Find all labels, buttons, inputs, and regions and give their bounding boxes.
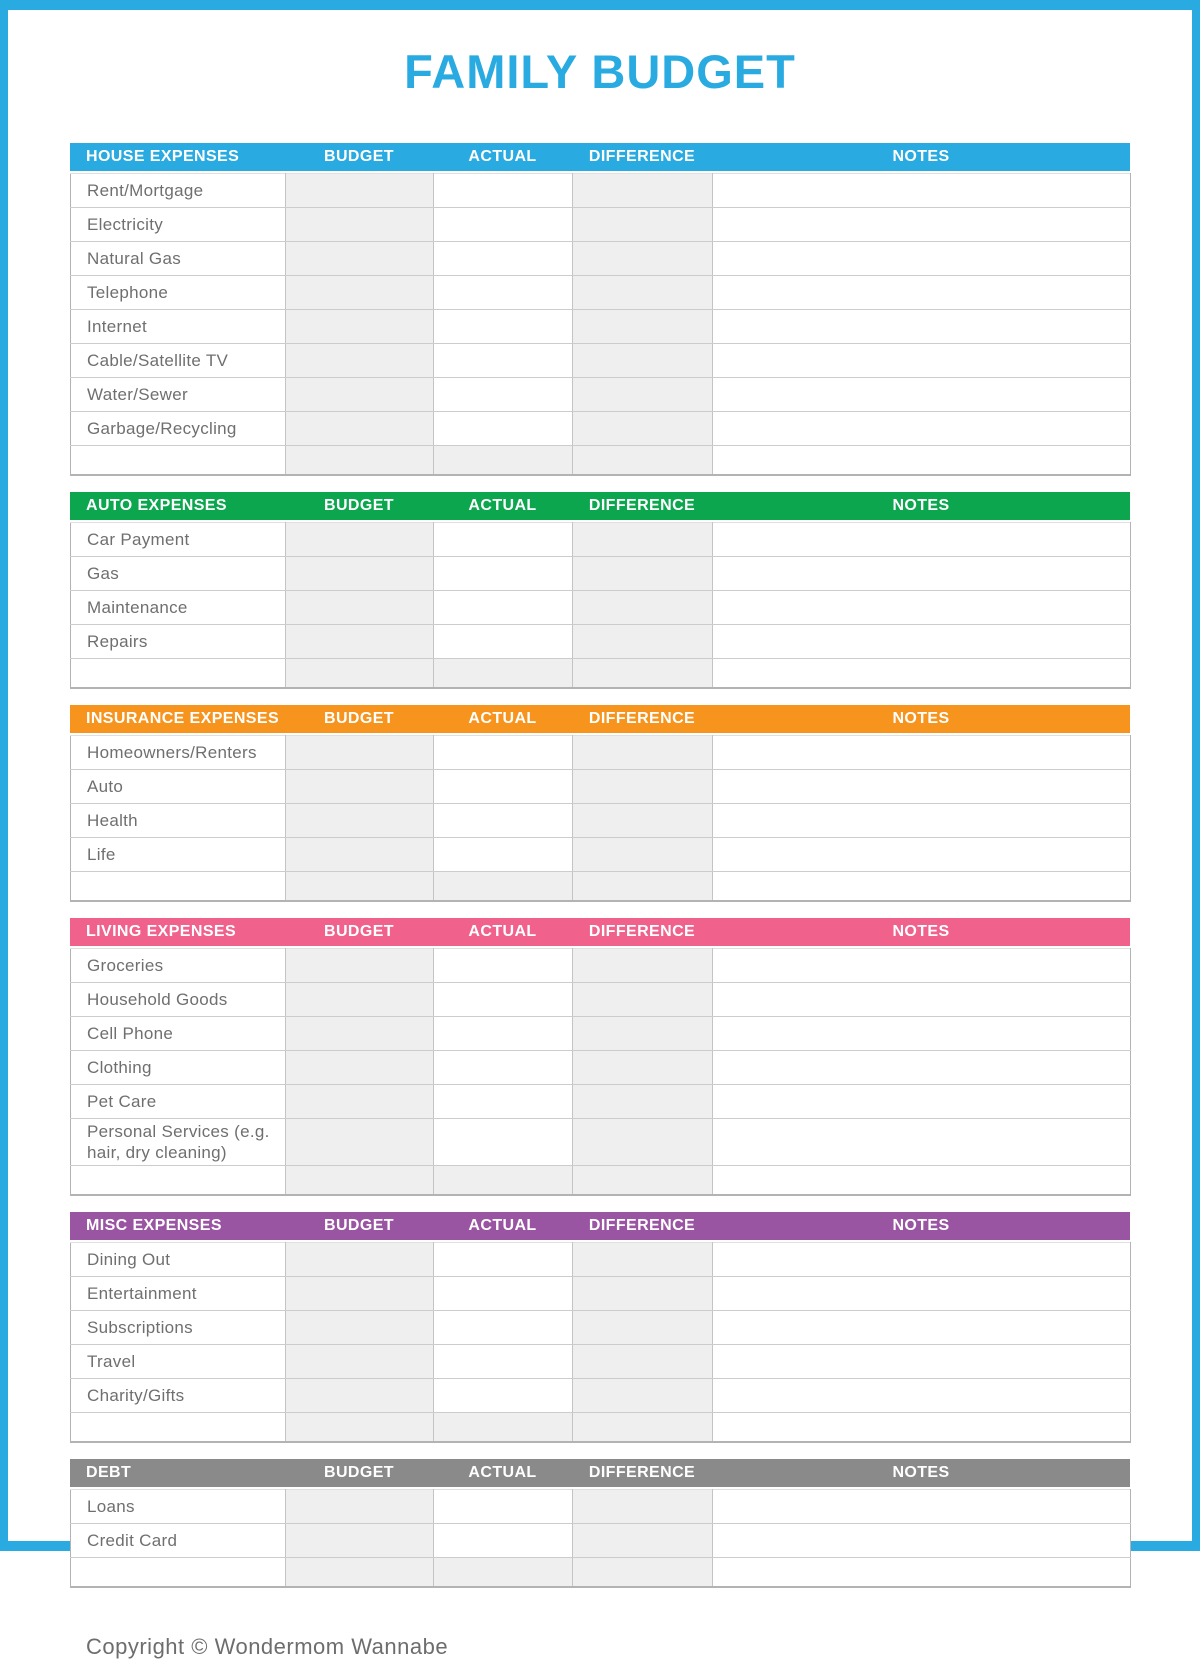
budget-section (70, 492, 1130, 689)
expense-row (71, 208, 1131, 242)
actual-cell (434, 276, 573, 310)
notes-cell (713, 1166, 1131, 1196)
expense-label-cell: Garbage/Recycling (71, 412, 286, 446)
difference-cell (573, 1345, 713, 1379)
budget-cell (286, 1379, 434, 1413)
column-header-actual: ACTUAL (468, 148, 537, 165)
expense-row (71, 1243, 1131, 1277)
notes-cell (713, 242, 1131, 276)
difference-cell (573, 276, 713, 310)
notes-cell (713, 591, 1131, 625)
notes-cell (713, 1277, 1131, 1311)
difference-cell (573, 591, 713, 625)
difference-cell (573, 174, 713, 208)
expense-label-cell (71, 1558, 286, 1588)
budget-cell (286, 174, 434, 208)
expense-row (71, 446, 1131, 476)
expense-row (71, 1017, 1131, 1051)
section-header (70, 918, 1130, 946)
notes-cell (713, 1085, 1131, 1119)
section-title: HOUSE EXPENSES (86, 148, 240, 165)
budget-section-table (70, 735, 1131, 902)
section-header (70, 143, 1130, 171)
notes-cell (713, 276, 1131, 310)
budget-cell (286, 1017, 434, 1051)
expense-label-cell: Rent/Mortgage (71, 174, 286, 208)
column-header-budget: BUDGET (324, 148, 394, 165)
actual-cell (434, 1119, 573, 1166)
column-header-difference: DIFFERENCE (588, 1217, 696, 1234)
notes-cell (713, 1345, 1131, 1379)
actual-cell (434, 1166, 573, 1196)
expense-label-cell: Gas (71, 557, 286, 591)
actual-cell (434, 310, 573, 344)
budget-cell (286, 1277, 434, 1311)
budget-cell (286, 1085, 434, 1119)
notes-cell (713, 770, 1131, 804)
budget-cell (286, 625, 434, 659)
actual-cell (434, 1490, 573, 1524)
actual-cell (434, 344, 573, 378)
notes-cell (713, 872, 1131, 902)
budget-section-table (70, 1489, 1131, 1588)
actual-cell (434, 1051, 573, 1085)
notes-cell (713, 1413, 1131, 1443)
budget-sections (70, 143, 1130, 1588)
budget-cell (286, 983, 434, 1017)
difference-cell (573, 310, 713, 344)
expense-label-cell: Cable/Satellite TV (71, 344, 286, 378)
difference-cell (573, 1119, 713, 1166)
actual-cell (434, 949, 573, 983)
budget-section-table (70, 948, 1131, 1196)
difference-cell (573, 344, 713, 378)
expense-row (71, 1166, 1131, 1196)
column-header-budget: BUDGET (324, 710, 394, 727)
budget-cell (286, 310, 434, 344)
budget-cell (286, 523, 434, 557)
notes-cell (713, 208, 1131, 242)
actual-cell (434, 736, 573, 770)
expense-row (71, 412, 1131, 446)
column-header-actual: ACTUAL (468, 1464, 537, 1481)
column-header-difference: DIFFERENCE (588, 497, 696, 514)
actual-cell (434, 770, 573, 804)
notes-cell (713, 983, 1131, 1017)
difference-cell (573, 1243, 713, 1277)
section-header (70, 705, 1130, 733)
expense-row (71, 378, 1131, 412)
expense-label-cell: Homeowners/Renters (71, 736, 286, 770)
difference-cell (573, 1166, 713, 1196)
actual-cell (434, 446, 573, 476)
expense-row (71, 557, 1131, 591)
column-header-notes: NOTES (892, 923, 950, 940)
difference-cell (573, 446, 713, 476)
section-title: LIVING EXPENSES (86, 923, 237, 940)
actual-cell (434, 1379, 573, 1413)
section-title: INSURANCE EXPENSES (86, 710, 280, 727)
expense-label-cell: Car Payment (71, 523, 286, 557)
expense-row (71, 838, 1131, 872)
notes-cell (713, 344, 1131, 378)
budget-cell (286, 378, 434, 412)
expense-label-cell: Natural Gas (71, 242, 286, 276)
difference-cell (573, 412, 713, 446)
budget-cell (286, 804, 434, 838)
copyright-text: Copyright © Wondermom Wannabe (86, 1634, 449, 1659)
budget-cell (286, 412, 434, 446)
actual-cell (434, 983, 573, 1017)
expense-label-cell: Life (71, 838, 286, 872)
budget-section (70, 918, 1130, 1196)
difference-cell (573, 949, 713, 983)
expense-label-cell: Entertainment (71, 1277, 286, 1311)
budget-section (70, 143, 1130, 476)
budget-section (70, 1459, 1130, 1588)
actual-cell (434, 523, 573, 557)
expense-row (71, 1490, 1131, 1524)
budget-cell (286, 1311, 434, 1345)
difference-cell (573, 1085, 713, 1119)
budget-section-table (70, 1242, 1131, 1443)
actual-cell (434, 1243, 573, 1277)
column-header-difference: DIFFERENCE (588, 923, 696, 940)
actual-cell (434, 1017, 573, 1051)
notes-cell (713, 310, 1131, 344)
difference-cell (573, 1558, 713, 1588)
column-header-notes: NOTES (892, 710, 950, 727)
notes-cell (713, 412, 1131, 446)
budget-cell (286, 242, 434, 276)
actual-cell (434, 804, 573, 838)
difference-cell (573, 1524, 713, 1558)
actual-cell (434, 872, 573, 902)
actual-cell (434, 625, 573, 659)
expense-row (71, 1085, 1131, 1119)
section-title: AUTO EXPENSES (86, 497, 227, 514)
actual-cell (434, 1277, 573, 1311)
section-rows (71, 949, 1131, 1196)
difference-cell (573, 1311, 713, 1345)
expense-label-cell: Dining Out (71, 1243, 286, 1277)
difference-cell (573, 557, 713, 591)
notes-cell (713, 1379, 1131, 1413)
difference-cell (573, 838, 713, 872)
column-header-budget: BUDGET (324, 923, 394, 940)
actual-cell (434, 1524, 573, 1558)
difference-cell (573, 208, 713, 242)
section-header (70, 492, 1130, 520)
difference-cell (573, 770, 713, 804)
difference-cell (573, 1379, 713, 1413)
expense-row (71, 174, 1131, 208)
column-header-difference: DIFFERENCE (588, 148, 696, 165)
notes-cell (713, 1311, 1131, 1345)
actual-cell (434, 1085, 573, 1119)
expense-row (71, 1558, 1131, 1588)
column-header-actual: ACTUAL (468, 497, 537, 514)
expense-label-cell: Household Goods (71, 983, 286, 1017)
expense-row (71, 1311, 1131, 1345)
difference-cell (573, 523, 713, 557)
expense-label-cell (71, 1166, 286, 1196)
expense-row (71, 949, 1131, 983)
budget-cell (286, 276, 434, 310)
budget-cell (286, 1490, 434, 1524)
budget-section (70, 705, 1130, 902)
expense-label-cell: Subscriptions (71, 1311, 286, 1345)
budget-section-table (70, 522, 1131, 689)
notes-cell (713, 378, 1131, 412)
actual-cell (434, 659, 573, 689)
difference-cell (573, 804, 713, 838)
notes-cell (713, 804, 1131, 838)
budget-cell (286, 1243, 434, 1277)
expense-label-cell (71, 659, 286, 689)
notes-cell (713, 1558, 1131, 1588)
notes-cell (713, 1119, 1131, 1166)
actual-cell (434, 1345, 573, 1379)
expense-label-cell: Personal Services (e.g. hair, dry cleaning) (71, 1119, 286, 1166)
section-title: MISC EXPENSES (86, 1217, 222, 1234)
expense-row (71, 523, 1131, 557)
expense-label-cell: Maintenance (71, 591, 286, 625)
page-content (8, 46, 1192, 1660)
expense-row (71, 804, 1131, 838)
difference-cell (573, 659, 713, 689)
expense-label-cell: Pet Care (71, 1085, 286, 1119)
budget-cell (286, 446, 434, 476)
expense-label-cell: Charity/Gifts (71, 1379, 286, 1413)
expense-row (71, 310, 1131, 344)
notes-cell (713, 736, 1131, 770)
budget-cell (286, 1051, 434, 1085)
expense-label-cell: Water/Sewer (71, 378, 286, 412)
difference-cell (573, 1413, 713, 1443)
budget-cell (286, 1524, 434, 1558)
budget-cell (286, 1345, 434, 1379)
expense-row (71, 1277, 1131, 1311)
expense-row (71, 1524, 1131, 1558)
column-header-notes: NOTES (892, 497, 950, 514)
column-header-difference: DIFFERENCE (588, 710, 696, 727)
notes-cell (713, 1490, 1131, 1524)
notes-cell (713, 625, 1131, 659)
budget-cell (286, 1413, 434, 1443)
budget-cell (286, 1558, 434, 1588)
column-header-notes: NOTES (892, 148, 950, 165)
notes-cell (713, 838, 1131, 872)
expense-label-cell: Telephone (71, 276, 286, 310)
notes-cell (713, 523, 1131, 557)
notes-cell (713, 1017, 1131, 1051)
budget-cell (286, 208, 434, 242)
actual-cell (434, 591, 573, 625)
difference-cell (573, 625, 713, 659)
notes-cell (713, 557, 1131, 591)
notes-cell (713, 949, 1131, 983)
difference-cell (573, 242, 713, 276)
expense-label-cell: Electricity (71, 208, 286, 242)
expense-label-cell: Groceries (71, 949, 286, 983)
expense-row (71, 1051, 1131, 1085)
difference-cell (573, 1051, 713, 1085)
actual-cell (434, 208, 573, 242)
section-rows (71, 523, 1131, 689)
actual-cell (434, 242, 573, 276)
expense-row (71, 276, 1131, 310)
expense-label-cell: Health (71, 804, 286, 838)
expense-row (71, 770, 1131, 804)
expense-label-cell (71, 872, 286, 902)
column-header-notes: NOTES (892, 1464, 950, 1481)
expense-row (71, 983, 1131, 1017)
expense-label-cell: Credit Card (71, 1524, 286, 1558)
budget-cell (286, 659, 434, 689)
expense-row (71, 1119, 1131, 1166)
expense-row (71, 1413, 1131, 1443)
expense-label-cell (71, 446, 286, 476)
budget-cell (286, 557, 434, 591)
expense-row (71, 659, 1131, 689)
budget-cell (286, 736, 434, 770)
actual-cell (434, 174, 573, 208)
column-header-budget: BUDGET (324, 1217, 394, 1234)
expense-label-cell: Repairs (71, 625, 286, 659)
expense-row (71, 736, 1131, 770)
actual-cell (434, 557, 573, 591)
column-header-actual: ACTUAL (468, 923, 537, 940)
actual-cell (434, 378, 573, 412)
budget-cell (286, 838, 434, 872)
expense-row (71, 625, 1131, 659)
section-rows (71, 1490, 1131, 1588)
expense-row (71, 591, 1131, 625)
difference-cell (573, 872, 713, 902)
budget-cell (286, 949, 434, 983)
section-header (70, 1459, 1130, 1487)
budget-cell (286, 1166, 434, 1196)
page-title: FAMILY BUDGET (404, 45, 796, 98)
budget-cell (286, 591, 434, 625)
notes-cell (713, 174, 1131, 208)
budget-cell (286, 1119, 434, 1166)
section-rows (71, 736, 1131, 902)
column-header-notes: NOTES (892, 1217, 950, 1234)
budget-cell (286, 344, 434, 378)
actual-cell (434, 1413, 573, 1443)
expense-row (71, 872, 1131, 902)
section-title: DEBT (86, 1464, 132, 1481)
notes-cell (713, 446, 1131, 476)
expense-label-cell: Travel (71, 1345, 286, 1379)
difference-cell (573, 378, 713, 412)
difference-cell (573, 1017, 713, 1051)
expense-row (71, 1379, 1131, 1413)
actual-cell (434, 1311, 573, 1345)
budget-section-table (70, 173, 1131, 476)
actual-cell (434, 838, 573, 872)
section-header (70, 1212, 1130, 1240)
budget-section (70, 1212, 1130, 1443)
difference-cell (573, 1277, 713, 1311)
column-header-actual: ACTUAL (468, 1217, 537, 1234)
section-rows (71, 174, 1131, 476)
difference-cell (573, 983, 713, 1017)
expense-row (71, 242, 1131, 276)
notes-cell (713, 1524, 1131, 1558)
notes-cell (713, 1051, 1131, 1085)
expense-label-cell: Auto (71, 770, 286, 804)
actual-cell (434, 412, 573, 446)
expense-label-cell: Loans (71, 1490, 286, 1524)
column-header-budget: BUDGET (324, 1464, 394, 1481)
expense-row (71, 1345, 1131, 1379)
expense-label-cell: Internet (71, 310, 286, 344)
actual-cell (434, 1558, 573, 1588)
difference-cell (573, 736, 713, 770)
difference-cell (573, 1490, 713, 1524)
expense-label-cell: Clothing (71, 1051, 286, 1085)
column-header-difference: DIFFERENCE (588, 1464, 696, 1481)
section-rows (71, 1243, 1131, 1443)
expense-label-cell (71, 1413, 286, 1443)
notes-cell (713, 1243, 1131, 1277)
notes-cell (713, 659, 1131, 689)
column-header-actual: ACTUAL (468, 710, 537, 727)
budget-cell (286, 872, 434, 902)
budget-cell (286, 770, 434, 804)
expense-label-cell: Cell Phone (71, 1017, 286, 1051)
column-header-budget: BUDGET (324, 497, 394, 514)
expense-row (71, 344, 1131, 378)
